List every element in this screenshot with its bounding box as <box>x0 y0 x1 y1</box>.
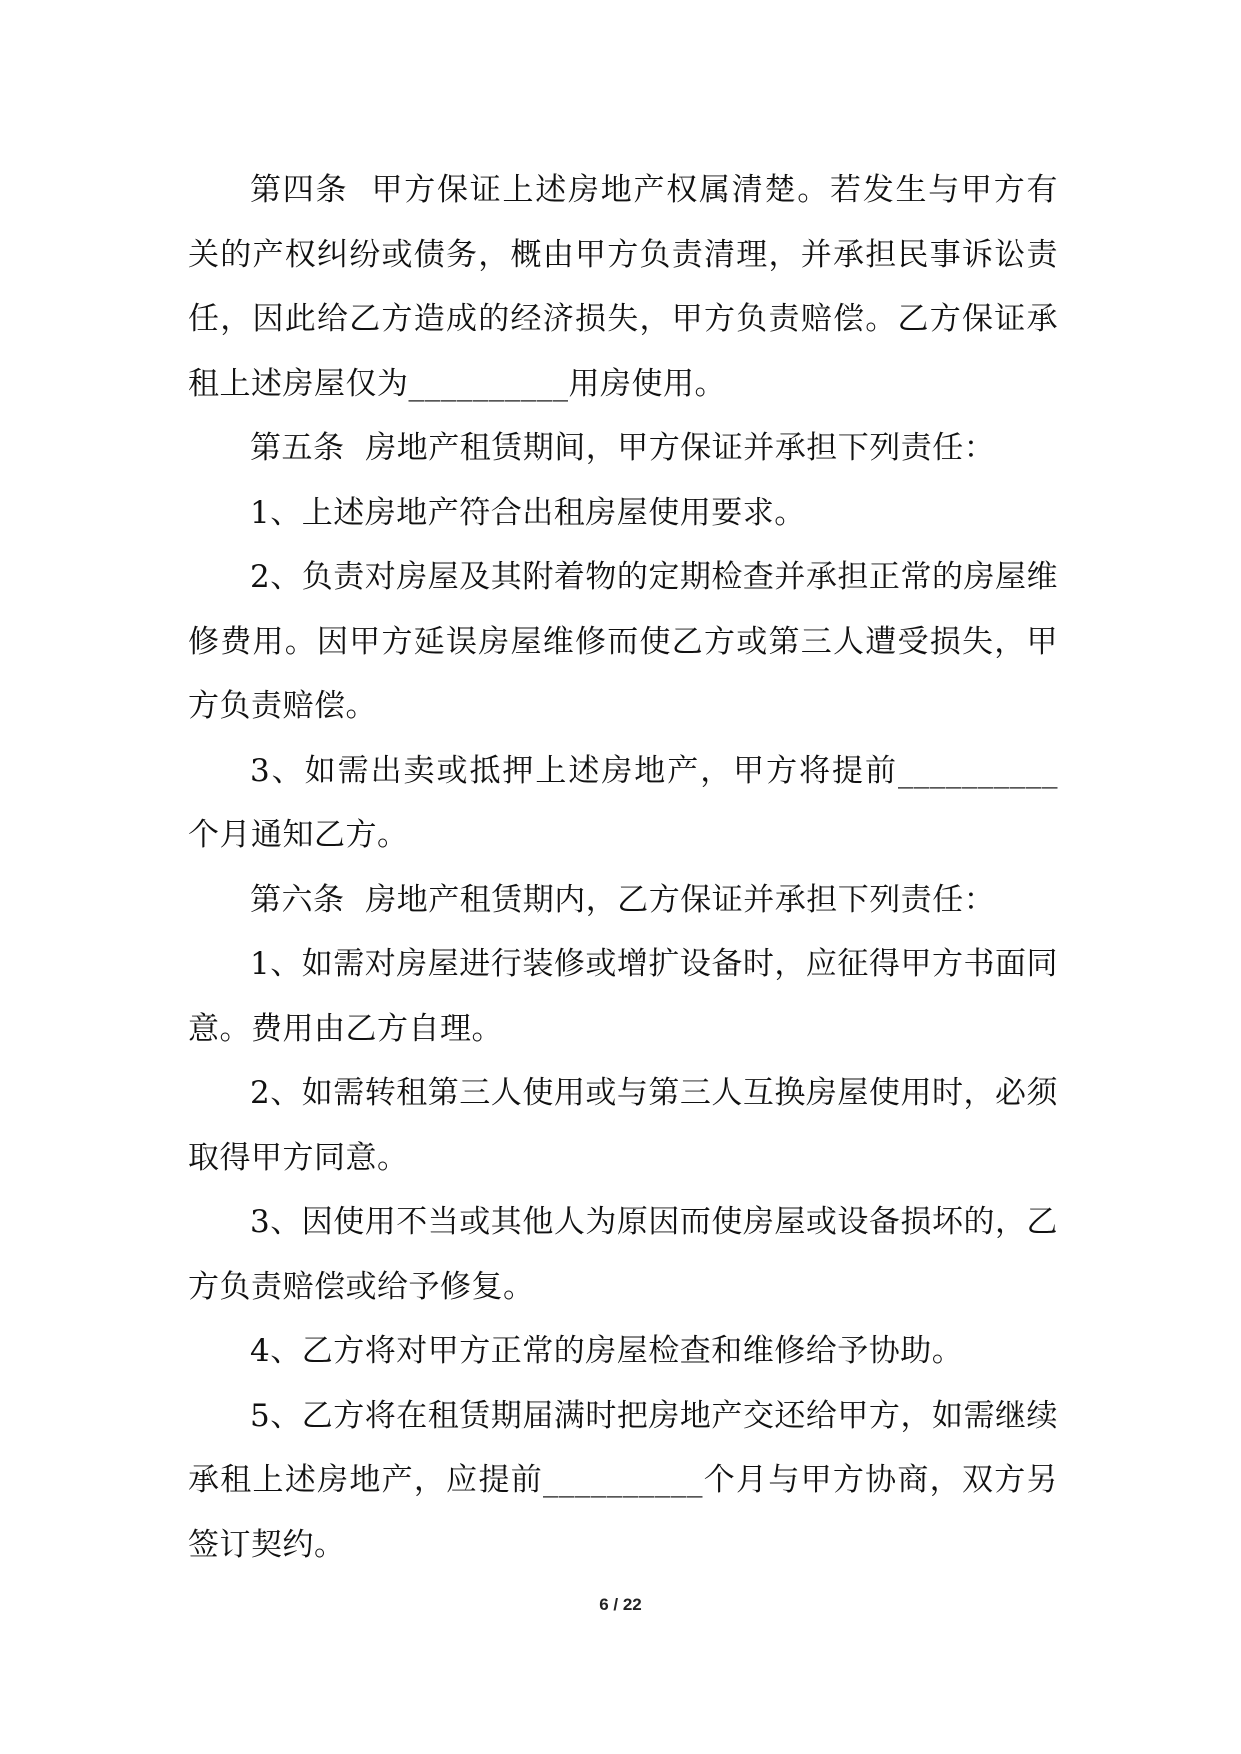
paragraph-article-5-item-2: 2、负责对房屋及其附着物的定期检查并承担正常的房屋维修费用。因甲方延误房屋维修而使乙方或第三人遭受损失，甲方负责赔偿。 <box>188 559 1058 724</box>
paragraph-article-6-item-2: 2、如需转租第三人使用或与第三人互换房屋使用时，必须取得甲方同意。 <box>188 1075 1058 1176</box>
paragraph-article-5-item-3: 3、如需出卖或抵押上述房地产，甲方将提前__________个月通知乙方。 <box>188 752 1058 853</box>
paragraph-article-6-item-5: 5、乙方将在租赁期届满时把房地产交还给甲方，如需继续承租上述房地产，应提前__________个月与甲方协商，双方另签订契约。 <box>188 1397 1058 1563</box>
paragraph-article-6: 第六条 房地产租赁期内，乙方保证并承担下列责任： <box>250 881 996 918</box>
document-body <box>188 158 1058 1577</box>
paragraph-article-6-item-3: 3、因使用不当或其他人为原因而使房屋或设备损坏的，乙方负责赔偿或给予修复。 <box>188 1204 1058 1305</box>
paragraph-article-5-item-1: 1、上述房地产符合出租房屋使用要求。 <box>250 494 806 531</box>
paragraph-article-6-item-4: 4、乙方将对甲方正常的房屋检查和维修给予协助。 <box>250 1333 964 1369</box>
paragraph-article-5: 第五条 房地产租赁期间，甲方保证并承担下列责任： <box>250 430 996 466</box>
paragraph-article-4: 第四条 甲方保证上述房地产权属清楚。若发生与甲方有关的产权纠纷或债务，概由甲方负责清理，并承担民事诉讼责任，因此给乙方造成的经济损失，甲方负责赔偿。乙方保证承租上述房屋仅为__________用房使用。 <box>188 172 1058 402</box>
page-number: 6 / 22 <box>599 1595 642 1614</box>
paragraph-article-6-item-1: 1、如需对房屋进行装修或增扩设备时，应征得甲方书面同意。费用由乙方自理。 <box>188 946 1058 1047</box>
